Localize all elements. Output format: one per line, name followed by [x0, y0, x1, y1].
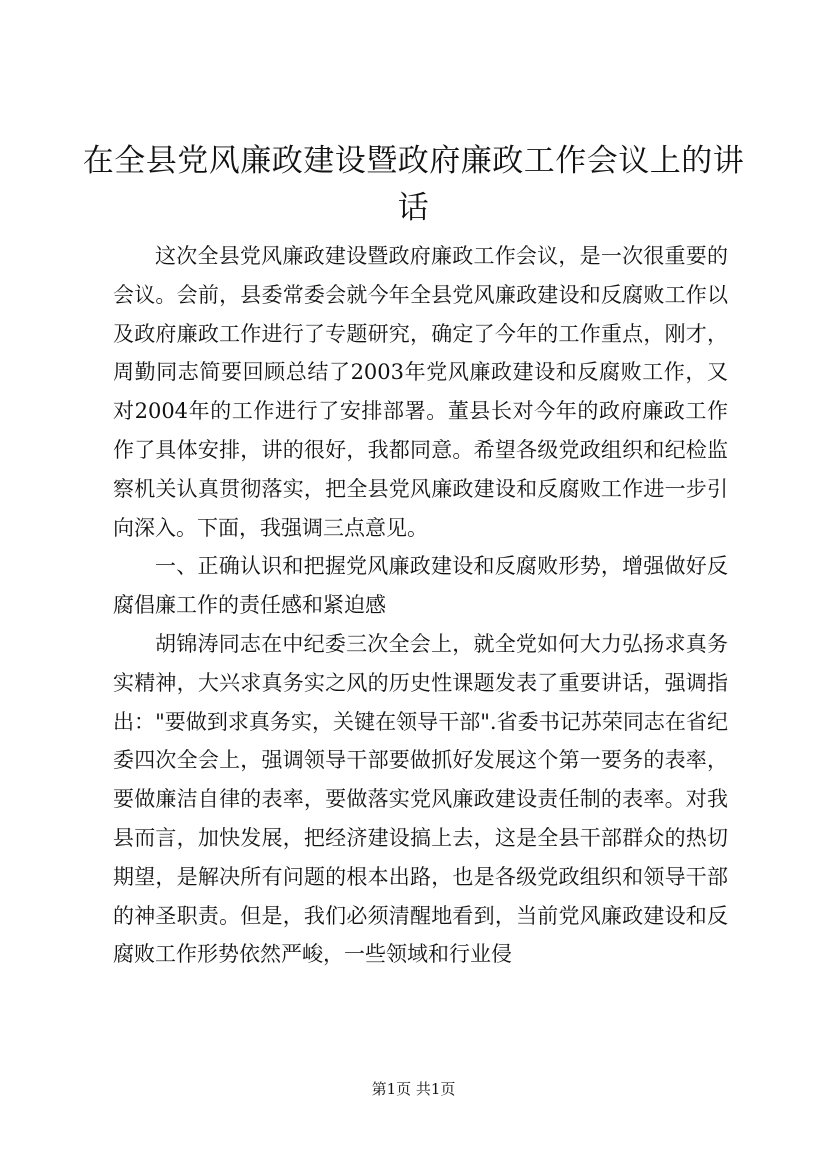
paragraph-intro: 这次全县党风廉政建设暨政府廉政工作会议，是一次很重要的会议。会前，县委常委会就今年全县党风廉政建设和反腐败工作以及政府廉政工作进行了专题研究，确定了今年的工作重点，刚才，周勤同志简要回顾总结了2003年党风廉政建设和反腐败工作，又对2004年的工作进行了安排部署。董县长对今年的政府廉政工作作了具体安排，讲的很好，我都同意。希望各级党政组织和纪检监察机关认真贯彻落实，把全县党风廉政建设和反腐败工作进一步引向深入。下面，我强调三点意见。 — [113, 244, 728, 540]
section-heading-one: 一、正确认识和把握党风廉政建设和反腐败形势，增强做好反腐倡廉工作的责任感和紧迫感 — [113, 554, 728, 618]
document-body — [113, 237, 728, 974]
paragraph-section-one: 胡锦涛同志在中纪委三次全会上，就全党如何大力弘扬求真务实精神，大兴求真务实之风的历史性课题发表了重要讲话，强调指出："要做到求真务实，关键在领导干部".省委书记苏荣同志在省纪委四次全会上，强调领导干部要做抓好发展这个第一要务的表率，要做廉洁自律的表率，要做落实党风廉政建设责任制的表率。对我县而言，加快发展，把经济建设搞上去，这是全县干部群众的热切期望，是解决所有问题的根本出路，也是各级党政组织和领导干部的神圣职责。但是，我们必须清醒地看到，当前党风廉政建设和反腐败工作形势依然严峻，一些领域和行业侵 — [113, 631, 728, 967]
page-footer: 第1页 共1页 — [371, 1080, 456, 1098]
document-title: 在全县党风廉政建设暨政府廉政工作会议上的讲话 — [82, 143, 745, 226]
